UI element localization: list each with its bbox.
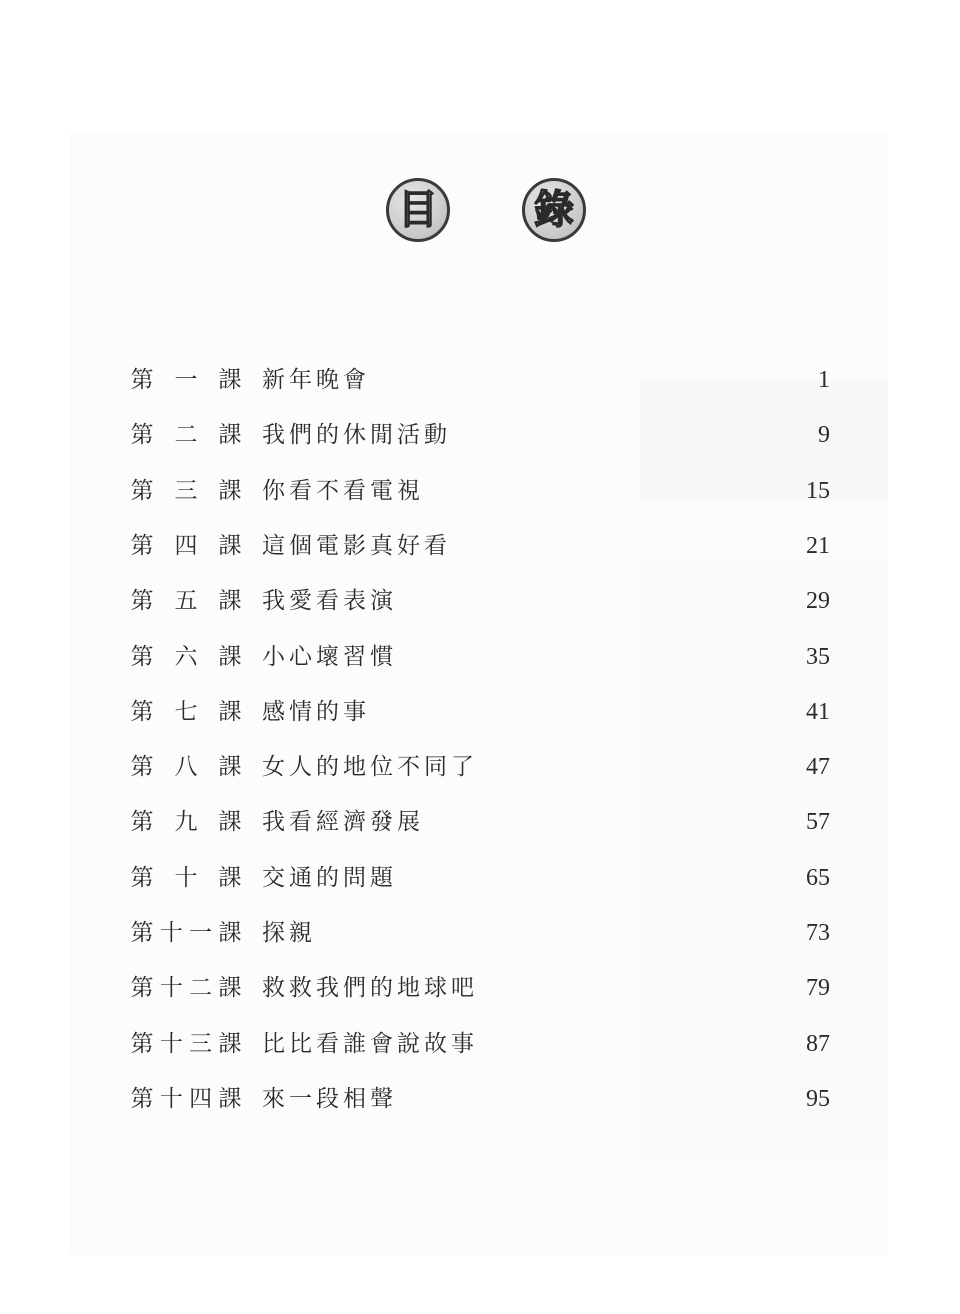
- lesson-number-char: 二: [189, 975, 213, 1002]
- lesson-number-char: 九: [174, 809, 198, 836]
- lesson-number-char: 第: [130, 754, 154, 781]
- lesson-number-char: 七: [174, 698, 198, 725]
- lesson-number-char: 課: [218, 975, 242, 1002]
- page-number: 65: [806, 864, 830, 891]
- lesson-number-char: 二: [174, 422, 198, 449]
- page-number: 87: [806, 1030, 830, 1057]
- lesson-number-char: 課: [218, 1085, 242, 1112]
- lesson-number-char: 一: [174, 367, 198, 393]
- heading-char-mu: 目: [386, 178, 450, 242]
- lesson-number-char: 第: [130, 864, 154, 891]
- lesson-title: 小心壞習慣: [262, 643, 397, 670]
- toc-heading: [0, 178, 960, 248]
- page-number: 21: [806, 532, 830, 559]
- lesson-title: 新年晚會: [262, 367, 370, 393]
- lesson-number-char: 課: [218, 698, 242, 725]
- lesson-number: [130, 1079, 242, 1119]
- lesson-number-char: 十: [159, 1085, 183, 1112]
- lesson-title: 我愛看表演: [262, 588, 397, 615]
- lesson-number-char: 課: [218, 809, 242, 836]
- page-number: 35: [806, 643, 830, 670]
- lesson-number-char: 課: [218, 477, 242, 504]
- lesson-title: 感情的事: [262, 698, 370, 725]
- lesson-number-char: 六: [174, 643, 198, 670]
- toc-entry[interactable]: [0, 802, 960, 842]
- lesson-number-char: 三: [174, 477, 198, 504]
- lesson-number-char: 課: [218, 588, 242, 615]
- lesson-number: [130, 415, 242, 455]
- lesson-title: 比比看誰會說故事: [262, 1030, 478, 1057]
- lesson-number: [130, 526, 242, 566]
- toc-entry[interactable]: [0, 471, 960, 511]
- lesson-title: 女人的地位不同了: [262, 754, 478, 781]
- page-number: 79: [806, 975, 830, 1002]
- lesson-number: [130, 360, 242, 400]
- page-number: 9: [818, 422, 830, 449]
- lesson-number-char: 第: [130, 643, 154, 670]
- lesson-number-char: 第: [130, 422, 154, 449]
- lesson-number-char: 第: [130, 698, 154, 725]
- lesson-number-char: 第: [130, 809, 154, 836]
- lesson-number-char: 第: [130, 920, 154, 946]
- lesson-number: [130, 637, 242, 677]
- lesson-number: [130, 968, 242, 1008]
- lesson-title: 我們的休閒活動: [262, 422, 451, 449]
- lesson-title: 這個電影真好看: [262, 532, 451, 559]
- heading-char-lu: 錄: [522, 178, 586, 242]
- lesson-title: 探親: [262, 920, 316, 946]
- lesson-number-char: 課: [218, 422, 242, 449]
- lesson-number-char: 課: [218, 864, 242, 891]
- lesson-title: 來一段相聲: [262, 1085, 397, 1112]
- lesson-number: [130, 913, 242, 953]
- page-number: 29: [806, 588, 830, 615]
- toc-entry[interactable]: [0, 1024, 960, 1064]
- lesson-number-char: 第: [130, 477, 154, 504]
- page-number: 47: [806, 754, 830, 781]
- page-number: 57: [806, 809, 830, 836]
- lesson-number: [130, 802, 242, 842]
- lesson-number-char: 四: [189, 1085, 213, 1112]
- page-number: 41: [806, 698, 830, 725]
- lesson-number-char: 十: [174, 864, 198, 891]
- lesson-title: 我看經濟發展: [262, 809, 424, 836]
- toc-entry[interactable]: [0, 692, 960, 732]
- toc-entry[interactable]: [0, 913, 960, 953]
- lesson-number-char: 三: [189, 1030, 213, 1057]
- lesson-number-char: 八: [174, 754, 198, 781]
- lesson-number-char: 第: [130, 975, 154, 1002]
- page-number: 15: [806, 477, 830, 504]
- lesson-number: [130, 471, 242, 511]
- page-number: 95: [806, 1085, 830, 1112]
- toc-entry[interactable]: [0, 968, 960, 1008]
- page-number: 73: [806, 920, 830, 946]
- lesson-number: [130, 692, 242, 732]
- lesson-number-char: 十: [159, 1030, 183, 1057]
- lesson-number-char: 四: [174, 532, 198, 559]
- lesson-number-char: 第: [130, 1085, 154, 1112]
- lesson-number-char: 第: [130, 1030, 154, 1057]
- lesson-number-char: 第: [130, 588, 154, 615]
- lesson-number-char: 課: [218, 643, 242, 670]
- toc-entry[interactable]: [0, 858, 960, 898]
- lesson-number-char: 第: [130, 532, 154, 559]
- lesson-title: 交通的問題: [262, 864, 397, 891]
- lesson-title: 救救我們的地球吧: [262, 975, 478, 1002]
- lesson-number: [130, 581, 242, 621]
- toc-entry[interactable]: [0, 415, 960, 455]
- toc-entry[interactable]: [0, 360, 960, 400]
- toc-entry[interactable]: [0, 747, 960, 787]
- lesson-number-char: 課: [218, 754, 242, 781]
- lesson-number: [130, 858, 242, 898]
- lesson-number-char: 十: [159, 920, 183, 946]
- lesson-number-char: 五: [174, 588, 198, 615]
- toc-entry[interactable]: [0, 637, 960, 677]
- lesson-number-char: 一: [189, 920, 213, 946]
- lesson-number-char: 課: [218, 1030, 242, 1057]
- lesson-title: 你看不看電視: [262, 477, 424, 504]
- lesson-number-char: 課: [218, 920, 242, 946]
- lesson-number: [130, 1024, 242, 1064]
- toc-entry[interactable]: [0, 581, 960, 621]
- lesson-number: [130, 747, 242, 787]
- page-number: 1: [818, 367, 830, 393]
- lesson-number-char: 第: [130, 367, 154, 393]
- lesson-number-char: 課: [218, 367, 242, 393]
- lesson-number-char: 課: [218, 532, 242, 559]
- toc-entry[interactable]: [0, 1079, 960, 1119]
- toc-entry[interactable]: [0, 526, 960, 566]
- lesson-number-char: 十: [159, 975, 183, 1002]
